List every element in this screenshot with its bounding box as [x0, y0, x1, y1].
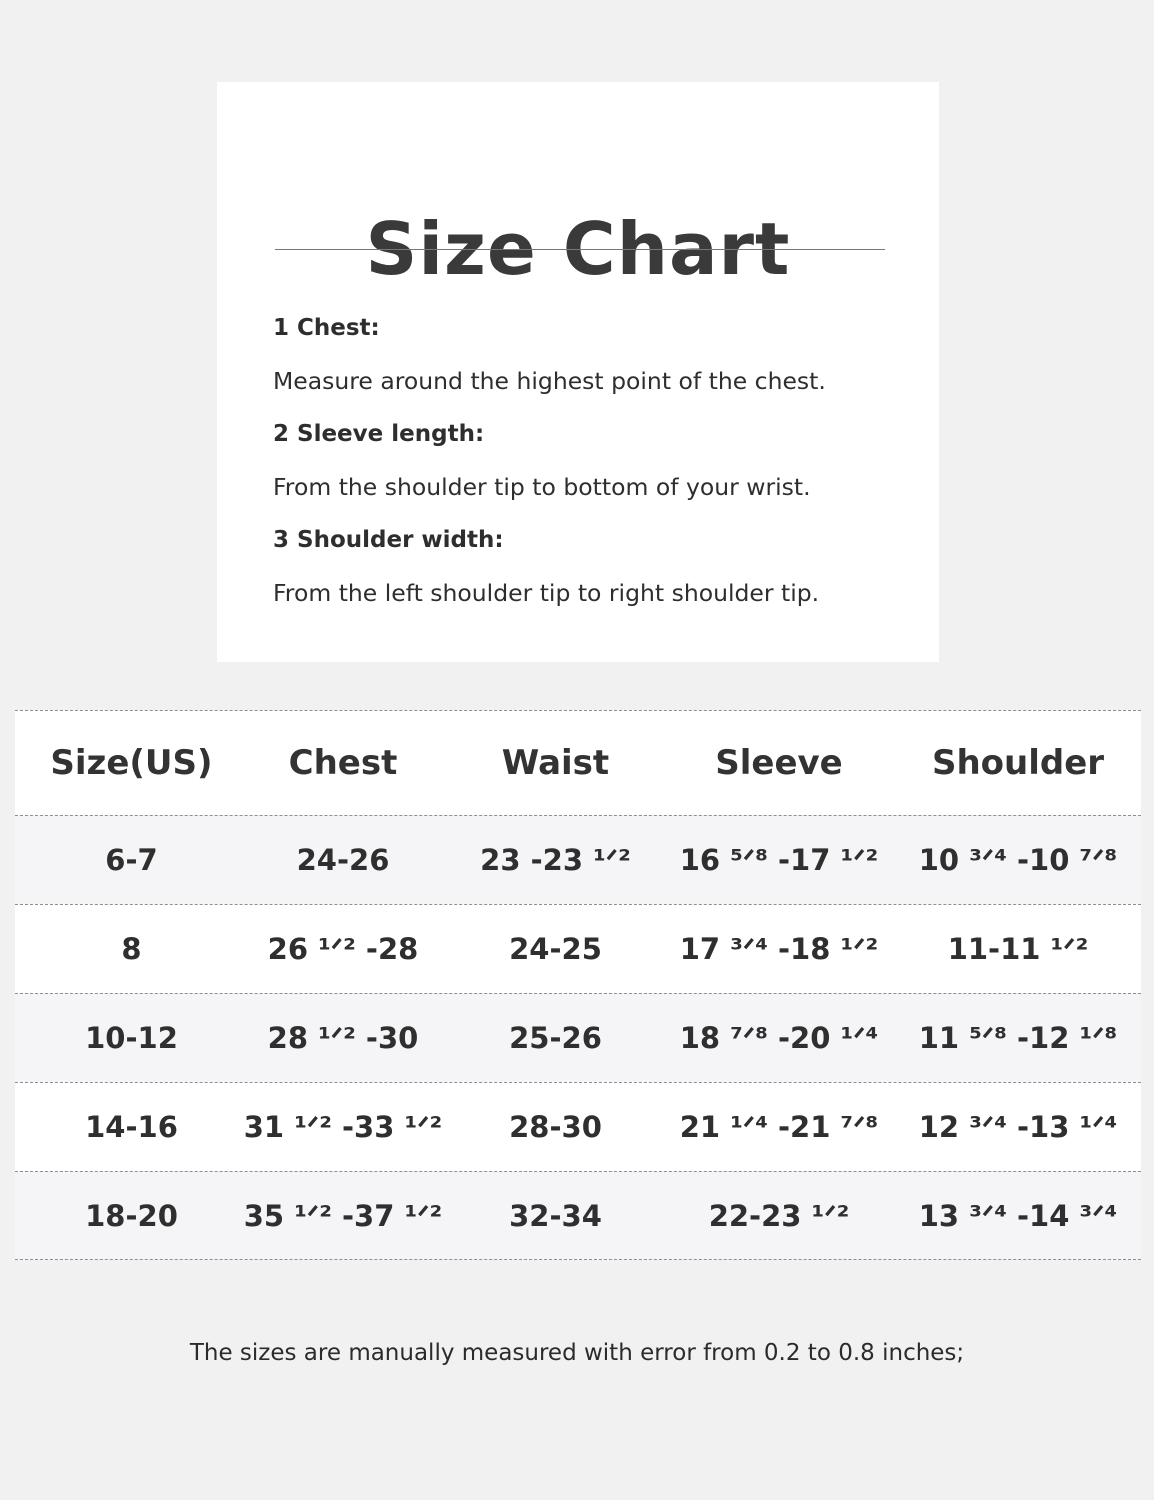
- definition-label-shoulder: 3 Shoulder width:: [273, 527, 504, 553]
- table-cell: 6-7: [105, 843, 158, 877]
- table-cell: 32-34: [509, 1198, 602, 1233]
- table-cell: 8: [121, 932, 142, 966]
- table-cell: 31 ¹ᐟ² -33 ¹ᐟ²: [243, 1110, 443, 1144]
- table-cell: 11-11 ¹ᐟ²: [947, 932, 1089, 966]
- table-cell: 22-23 ¹ᐟ²: [708, 1198, 850, 1233]
- table-cell: 24-26: [296, 843, 390, 877]
- table-header-row: [15, 710, 1141, 815]
- column-header-shoulder: Shoulder: [931, 743, 1105, 783]
- title-divider: [275, 249, 885, 250]
- table-cell: 10-12: [85, 1021, 178, 1055]
- table-cell: 26 ¹ᐟ² -28: [267, 932, 419, 966]
- table-cell: 28-30: [509, 1110, 602, 1144]
- table-cell: 12 ³ᐟ⁴ -13 ¹ᐟ⁴: [918, 1110, 1118, 1144]
- table-cell: 13 ³ᐟ⁴ -14 ³ᐟ⁴: [918, 1198, 1118, 1233]
- table-cell: 16 ⁵ᐟ⁸ -17 ¹ᐟ²: [679, 843, 879, 877]
- table-row: [15, 1171, 1141, 1260]
- definition-label-chest: 1 Chest:: [273, 315, 380, 341]
- table-row: [15, 904, 1141, 993]
- size-table: [15, 710, 1141, 1260]
- measurement-note: The sizes are manually measured with error from 0.2 to 0.8 inches;: [189, 1340, 965, 1366]
- table-row: [15, 993, 1141, 1082]
- column-header-waist: Waist: [501, 743, 610, 783]
- table-cell: 17 ³ᐟ⁴ -18 ¹ᐟ²: [679, 932, 879, 966]
- page-title: Size Chart: [365, 207, 791, 291]
- definition-text-sleeve: From the shoulder tip to bottom of your wrist.: [273, 473, 811, 501]
- column-header-sleeve: Sleeve: [715, 743, 843, 783]
- table-cell: 14-16: [85, 1110, 178, 1144]
- table-cell: 21 ¹ᐟ⁴ -21 ⁷ᐟ⁸: [679, 1110, 879, 1144]
- size-guide-card: [217, 82, 939, 662]
- table-row: [15, 1082, 1141, 1171]
- definition-text-chest: Measure around the highest point of the chest.: [273, 367, 826, 395]
- table-cell: 35 ¹ᐟ² -37 ¹ᐟ²: [243, 1198, 443, 1233]
- table-cell: 11 ⁵ᐟ⁸ -12 ¹ᐟ⁸: [918, 1021, 1118, 1055]
- table-cell: 18-20: [85, 1198, 178, 1233]
- table-cell: 18 ⁷ᐟ⁸ -20 ¹ᐟ⁴: [679, 1021, 879, 1055]
- table-cell: 25-26: [509, 1021, 602, 1055]
- table-cell: 10 ³ᐟ⁴ -10 ⁷ᐟ⁸: [918, 843, 1118, 877]
- column-header-chest: Chest: [288, 743, 398, 783]
- definition-label-sleeve: 2 Sleeve length:: [273, 421, 485, 447]
- table-cell: 23 -23 ¹ᐟ²: [480, 843, 631, 877]
- definition-text-shoulder: From the left shoulder tip to right shoulder tip.: [273, 579, 820, 607]
- table-cell: 24-25: [509, 932, 602, 966]
- column-header-size: Size(US): [50, 743, 213, 783]
- table-row: [15, 815, 1141, 904]
- table-cell: 28 ¹ᐟ² -30: [267, 1021, 419, 1055]
